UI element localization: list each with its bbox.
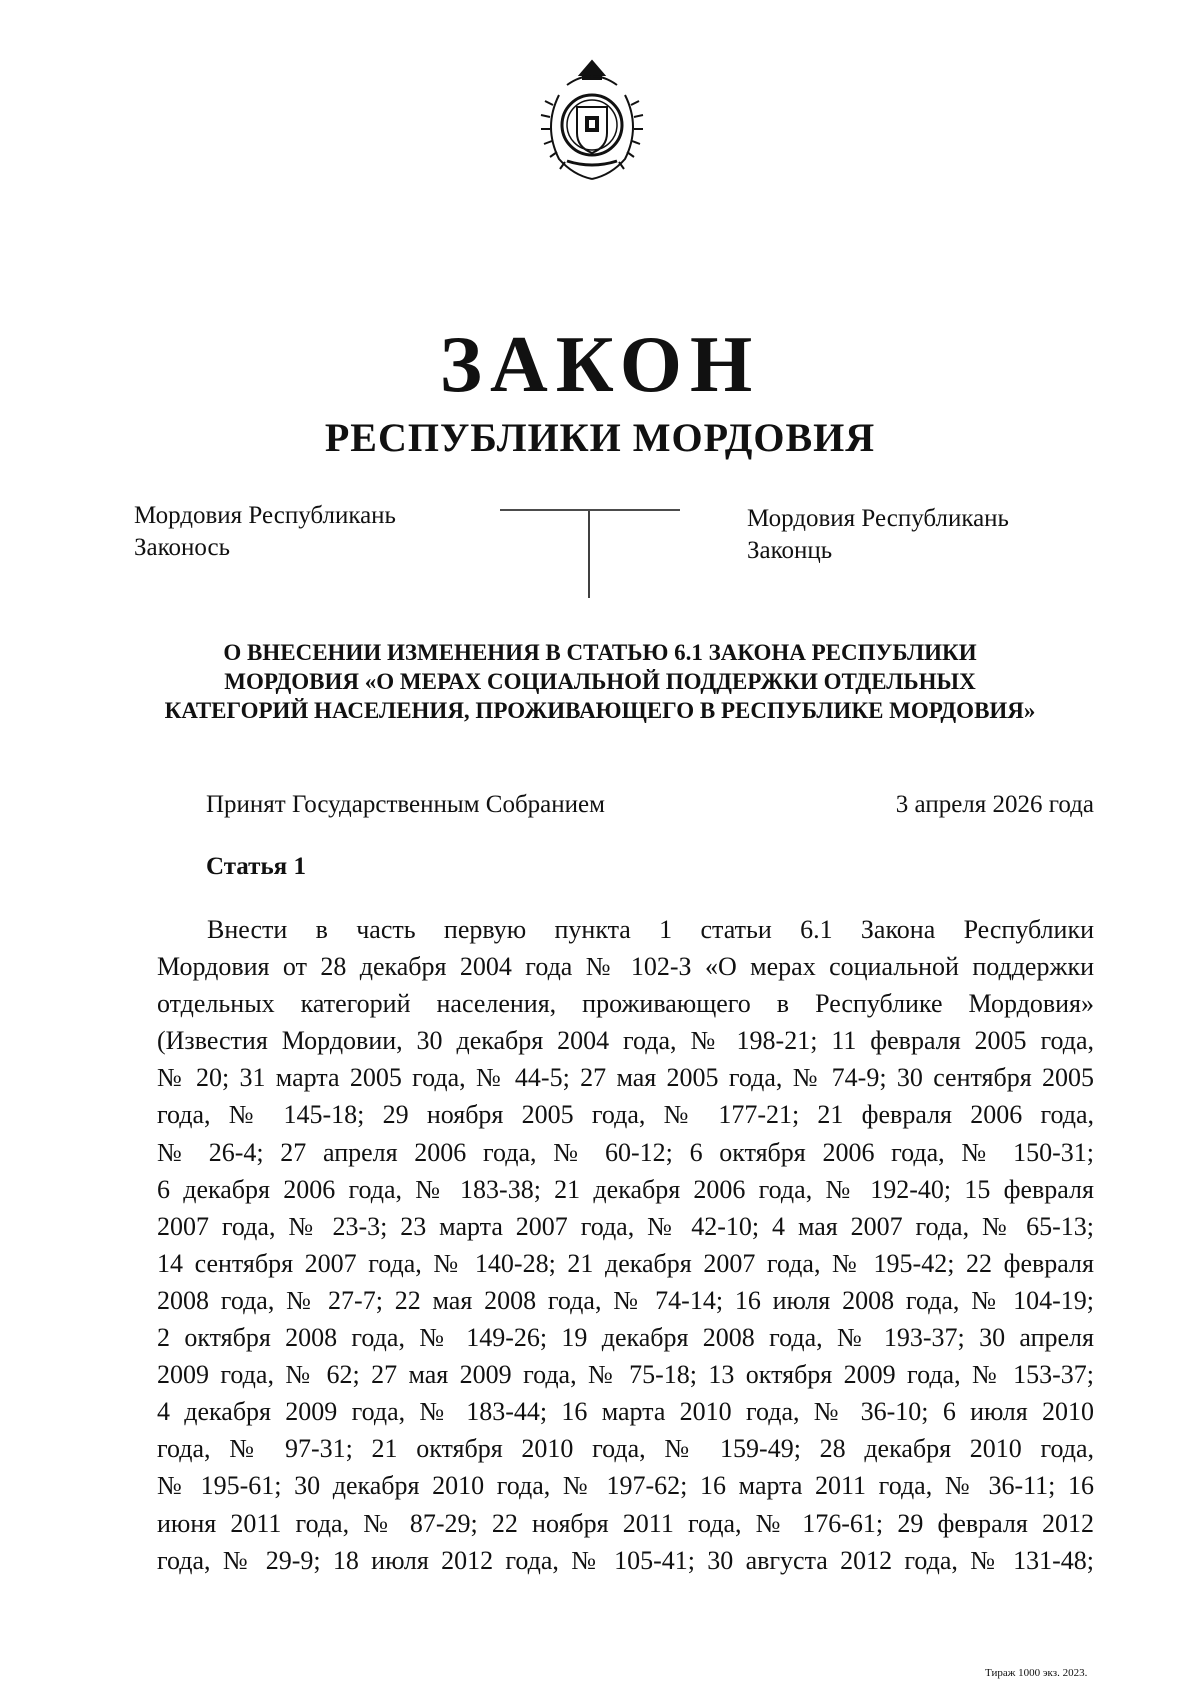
article-body [157, 911, 1094, 1579]
erzya-title-block [747, 503, 1009, 567]
article-line: 14 сентября 2007 года, № 140-28; 21 декабря 2007 года, № 195-42; 22 февраля [157, 1248, 1094, 1278]
document-heading [0, 638, 1200, 725]
article-line: года, № 97-31; 21 октября 2010 года, № 159-49; 28 декабря 2010 года, [157, 1434, 1094, 1464]
article-line: Внести в часть первую пункта 1 статьи 6.1 Закона Республики [207, 915, 1094, 944]
article-line: 2007 года, № 23-3; 23 марта 2007 года, № 42-10; 4 мая 2007 года, № 65-13; [157, 1211, 1094, 1241]
article-line: года, № 145-18; 29 ноября 2005 года, № 177-21; 21 февраля 2006 года, [157, 1100, 1094, 1130]
number-date-lines [500, 509, 680, 599]
document-heading-line1: О ВНЕСЕНИИ ИЗМЕНЕНИЯ В СТАТЬЮ 6.1 ЗАКОНА РЕСПУБЛИКИ [223, 640, 977, 665]
article-line: года, № 29-9; 18 июля 2012 года, № 105-41; 30 августа 2012 года, № 131-48; [157, 1545, 1094, 1575]
article-line: 2 октября 2008 года, № 149-26; 19 декабря 2008 года, № 193-37; 30 апреля [157, 1323, 1094, 1353]
article-line: 2008 года, № 27-7; 22 мая 2008 года, № 74-14; 16 июля 2008 года, № 104-19; [157, 1285, 1094, 1315]
moksha-title-block [134, 500, 396, 564]
adoption-date: 3 апреля 2026 года [895, 791, 1094, 818]
adoption-row [206, 791, 1094, 819]
article-line: июня 2011 года, № 87-29; 22 ноября 2011 года, № 176-61; 29 февраля 2012 [157, 1508, 1094, 1538]
erzya-title-line1: Мордовия Республикань [747, 505, 1009, 532]
article-line: 4 декабря 2009 года, № 183-44; 16 марта 2010 года, № 36-10; 6 июля 2010 [157, 1397, 1094, 1427]
document-heading-line3: КАТЕГОРИЙ НАСЕЛЕНИЯ, ПРОЖИВАЮЩЕГО В РЕСПУБЛИКЕ МОРДОВИЯ» [164, 698, 1036, 723]
moksha-title-line2: Законось [134, 534, 230, 561]
article-line: Мордовия от 28 декабря 2004 года № 102-З «О мерах социальной поддержки [157, 952, 1094, 982]
law-title: ЗАКОН [439, 321, 761, 409]
article-line: № 26-4; 27 апреля 2006 года, № 60-12; 6 октября 2006 года, № 150-31; [157, 1137, 1094, 1167]
circulation-note: Тираж 1000 экз. 2023. [985, 1667, 1088, 1679]
law-subtitle: РЕСПУБЛИКИ МОРДОВИЯ [324, 415, 876, 460]
erzya-title-line2: Законць [747, 537, 833, 564]
article-line: 2009 года, № 62; 27 мая 2009 года, № 75-18; 13 октября 2009 года, № 153-37; [157, 1360, 1094, 1390]
article-heading: Статья 1 [206, 853, 306, 880]
coat-of-arms-icon [537, 55, 647, 185]
article-line: отдельных категорий населения, проживающего в Республике Мордовия» [157, 989, 1094, 1019]
moksha-title-line1: Мордовия Республикань [134, 502, 396, 529]
article-line: 6 декабря 2006 года, № 183-38; 21 декабря 2006 года, № 192-40; 15 февраля [157, 1174, 1094, 1204]
article-line: № 20; 31 марта 2005 года, № 44-5; 27 мая 2005 года, № 74-9; 30 сентября 2005 [157, 1063, 1094, 1093]
article-line: № 195-61; 30 декабря 2010 года, № 197-62; 16 марта 2011 года, № 36-11; 16 [157, 1471, 1094, 1501]
article-line: (Известия Мордовии, 30 декабря 2004 года, № 198-21; 11 февраля 2005 года, [157, 1026, 1094, 1056]
document-heading-line2: МОРДОВИЯ «О МЕРАХ СОЦИАЛЬНОЙ ПОДДЕРЖКИ ОТДЕЛЬНЫХ [224, 669, 976, 694]
adoption-label: Принят Государственным Собранием [206, 791, 605, 818]
